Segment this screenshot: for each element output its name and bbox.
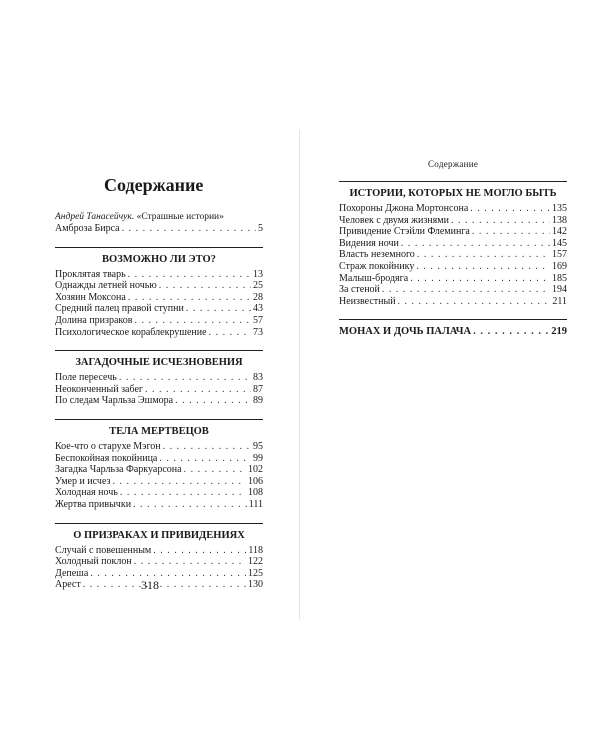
entry-page: 211	[552, 295, 567, 307]
toc-entry[interactable]	[55, 315, 263, 327]
entry-page: 194	[552, 284, 567, 296]
left-page	[0, 0, 298, 750]
entry-page: 219	[551, 326, 567, 338]
entry-leader	[122, 223, 256, 235]
section-rule	[339, 181, 567, 199]
entry-page: 57	[253, 314, 263, 326]
toc-title: Содержание	[104, 175, 204, 195]
entry-page: 87	[253, 383, 263, 395]
toc-section	[55, 523, 263, 591]
entry-page: 157	[552, 249, 567, 261]
entry-leader	[134, 556, 246, 568]
entry-title: Проклятая тварь	[55, 268, 126, 280]
entry-title: Малыш-бродяга	[339, 272, 409, 284]
toc-entry[interactable]	[339, 215, 567, 227]
toc-entry[interactable]	[55, 579, 263, 591]
entry-leader	[451, 215, 550, 227]
toc-entry[interactable]	[339, 273, 567, 285]
entry-page: 25	[253, 280, 263, 292]
entry-page: 73	[253, 326, 263, 338]
entry-title: Загадка Чарльза Фаркуарсона	[55, 464, 182, 476]
right-sections	[339, 181, 567, 307]
entry-title: По следам Чарльза Эшмора	[55, 395, 174, 407]
entry-title: Кое-что о старухе Мэгон	[55, 440, 161, 452]
entry-leader	[398, 296, 551, 308]
page-number: 318	[141, 578, 159, 592]
entry-page: 169	[552, 260, 567, 272]
entry-title: За стеной	[339, 284, 380, 296]
entry-page: 138	[552, 214, 567, 226]
entry-leader	[90, 568, 246, 580]
toc-section	[55, 350, 263, 407]
entry-leader	[163, 441, 251, 453]
entry-page: 13	[253, 268, 263, 280]
entry-title: Однажды летней ночью	[55, 280, 157, 292]
toc-entry[interactable]	[339, 203, 567, 215]
entry-title: Власть неземного	[339, 249, 415, 261]
entry-page: 106	[248, 475, 263, 487]
section-rule	[55, 350, 263, 368]
toc-entry[interactable]	[339, 261, 567, 273]
toc-entry[interactable]	[55, 280, 263, 292]
toc-entry[interactable]	[55, 545, 263, 557]
entry-leader	[120, 487, 246, 499]
intro-text: «Страшные истории»	[136, 212, 224, 222]
toc-entry[interactable]	[55, 292, 263, 304]
entry-title: Жертва привычки	[55, 498, 132, 510]
toc-entry[interactable]	[55, 499, 263, 511]
entry-leader	[145, 384, 251, 396]
toc-section	[55, 247, 263, 339]
entry-leader	[133, 499, 247, 511]
entry-page: 83	[253, 372, 263, 384]
entry-title: МОНАХ И ДОЧЬ ПАЛАЧА	[339, 326, 472, 338]
entry-title: Психологическое кораблекрушение	[55, 326, 207, 338]
toc-entry[interactable]	[339, 296, 567, 308]
entry-page: 142	[552, 226, 567, 238]
section-rule	[55, 419, 263, 437]
section-rule	[339, 319, 567, 338]
right-page	[302, 0, 600, 750]
entry-page: 99	[253, 452, 263, 464]
entry-title: Долина призраков	[55, 314, 133, 326]
toc-section	[339, 181, 567, 307]
toc-entry[interactable]	[55, 568, 263, 580]
toc-entry-intro[interactable]	[55, 223, 263, 235]
toc-entry[interactable]	[55, 556, 263, 568]
entry-page: 111	[248, 498, 263, 510]
entry-leader	[416, 261, 550, 273]
entry-page: 135	[552, 203, 567, 214]
entry-page: 28	[253, 291, 263, 303]
entry-title: Поле пересечь	[55, 372, 117, 384]
entry-title: Человек с двумя жизнями	[339, 214, 449, 226]
entry-page: 130	[248, 579, 263, 591]
entry-title: Холодный поклон	[55, 556, 132, 568]
entry-title: Случай с повешенным	[55, 544, 152, 556]
entry-leader	[470, 203, 550, 215]
toc-entry[interactable]	[55, 441, 263, 453]
entry-leader	[159, 280, 251, 292]
entry-title: Неоконченный забег	[55, 383, 143, 395]
toc-entry[interactable]	[55, 303, 263, 315]
section-heading: ИСТОРИИ, КОТОРЫХ НЕ МОГЛО БЫТЬ	[349, 188, 557, 199]
section-rule	[55, 523, 263, 541]
entry-leader	[184, 464, 246, 476]
toc-entry[interactable]	[55, 327, 263, 339]
toc-entry[interactable]	[339, 284, 567, 296]
entry-page: 95	[253, 440, 263, 452]
intro-author: Андрей Танасейчук.	[55, 212, 135, 222]
entry-leader	[417, 249, 550, 261]
toc-section	[55, 419, 263, 511]
intro-block	[55, 211, 263, 235]
entry-leader	[209, 327, 251, 339]
toc-entry[interactable]	[55, 269, 263, 281]
right-toc	[339, 181, 567, 350]
section-heading: ВОЗМОЖНО ЛИ ЭТО?	[102, 253, 216, 265]
entry-title: Страж покойнику	[339, 260, 415, 272]
intro-author-line	[55, 211, 263, 223]
entry-page: 89	[253, 395, 263, 407]
left-toc	[55, 211, 263, 603]
entry-page: 108	[248, 487, 263, 499]
toc-entry[interactable]	[55, 453, 263, 465]
entry-leader	[159, 453, 251, 465]
toc-entry[interactable]	[55, 395, 263, 407]
entry-title: Холодная ночь	[55, 487, 118, 499]
entry-leader	[135, 315, 252, 327]
spine-divider	[299, 130, 300, 620]
entry-leader	[472, 226, 550, 238]
entry-leader	[112, 476, 246, 488]
entry-leader	[128, 269, 251, 281]
entry-leader	[153, 545, 246, 557]
entry-title: Видения ночи	[339, 237, 399, 249]
entry-title: Похороны Джона Мортонсона	[339, 203, 469, 214]
section-heading: ТЕЛА МЕРТВЕЦОВ	[109, 425, 209, 437]
entry-leader	[473, 326, 549, 338]
section-rule	[55, 247, 263, 265]
entry-leader	[410, 273, 550, 285]
entry-page: 43	[253, 303, 263, 315]
entry-title: Арест	[55, 579, 81, 591]
entry-title: Средний палец правой ступни	[55, 303, 184, 315]
entry-title: Привидение Стэйли Флеминга	[339, 226, 470, 238]
entry-title: Депеша	[55, 567, 89, 579]
toc-entry[interactable]	[339, 238, 567, 250]
toc-entry-standalone[interactable]	[339, 326, 567, 338]
toc-entry[interactable]	[55, 464, 263, 476]
entry-page: 102	[248, 464, 263, 476]
entry-page: 185	[552, 272, 567, 284]
standalone-section	[339, 319, 567, 338]
entry-page: 125	[248, 567, 263, 579]
entry-title: Амброза Бирса	[55, 223, 120, 234]
entry-title: Хозяин Моксона	[55, 291, 126, 303]
entry-leader	[186, 303, 251, 315]
entry-leader	[382, 284, 550, 296]
section-heading: О ПРИЗРАКАХ И ПРИВИДЕНИЯХ	[73, 529, 245, 541]
toc-entry[interactable]	[339, 249, 567, 261]
entry-page: 118	[248, 544, 263, 556]
entry-title: Беспокойная покойница	[55, 452, 158, 464]
entry-leader	[175, 395, 251, 407]
toc-entry[interactable]	[55, 487, 263, 499]
entry-leader	[83, 579, 246, 591]
left-sections	[55, 247, 263, 591]
entry-leader	[119, 372, 251, 384]
entry-page: 145	[552, 237, 567, 249]
entry-title: Неизвестный	[339, 295, 396, 307]
entry-page: 122	[248, 556, 263, 568]
entry-leader	[401, 238, 550, 250]
entry-leader	[128, 292, 251, 304]
toc-entry[interactable]	[339, 226, 567, 238]
entry-page: 5	[258, 223, 263, 234]
running-head: Содержание	[428, 159, 479, 169]
toc-entry[interactable]	[55, 372, 263, 384]
toc-entry[interactable]	[55, 384, 263, 396]
section-heading: ЗАГАДОЧНЫЕ ИСЧЕЗНОВЕНИЯ	[75, 357, 243, 369]
entry-title: Умер и исчез	[55, 475, 111, 487]
toc-entry[interactable]	[55, 476, 263, 488]
